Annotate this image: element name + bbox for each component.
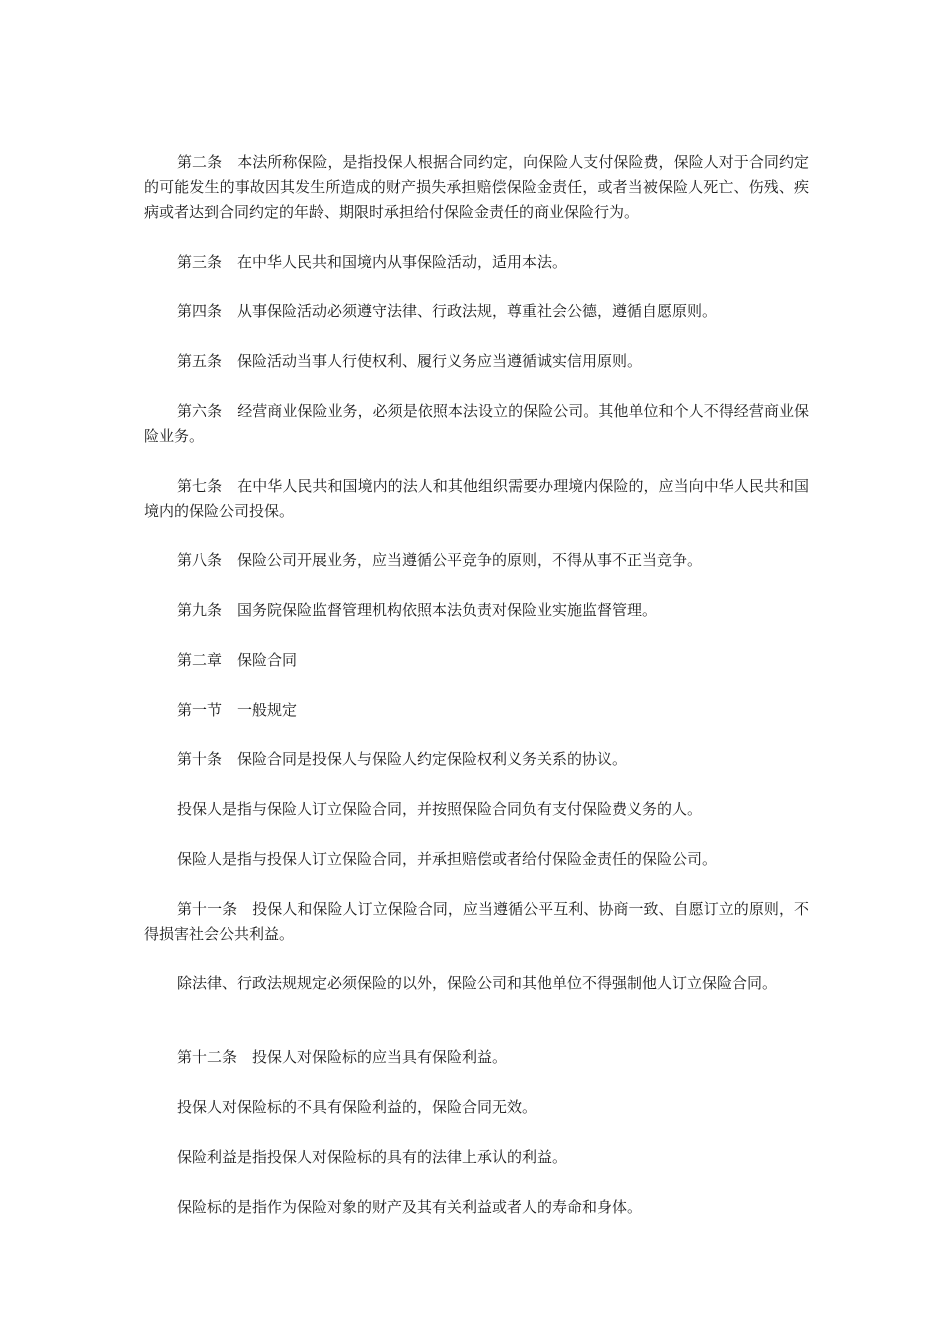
article-5-paragraph: 第五条 保险活动当事人行使权利、履行义务应当遵循诚实信用原则。 xyxy=(177,352,643,370)
article-12-paragraph: 第十二条 投保人对保险标的应当具有保险利益。 xyxy=(177,1048,508,1066)
no-insurable-interest-paragraph: 投保人对保险标的不具有保险利益的，保险合同无效。 xyxy=(177,1098,538,1116)
compulsory-insurance-paragraph: 除法律、行政法规规定必须保险的以外，保险公司和其他单位不得强制他人订立保险合同。 xyxy=(177,974,778,992)
article-7-paragraph: 第七条 在中华人民共和国境内的法人和其他组织需要办理境内保险的，应当向中华人民共和国境内的保险公司投保。 xyxy=(144,477,809,520)
article-8-paragraph: 第八条 保险公司开展业务，应当遵循公平竞争的原则，不得从事不正当竞争。 xyxy=(177,551,703,569)
insurer-definition-paragraph: 保险人是指与投保人订立保险合同，并承担赔偿或者给付保险金责任的保险公司。 xyxy=(177,850,718,868)
subject-matter-definition-paragraph: 保险标的是指作为保险对象的财产及其有关利益或者人的寿命和身体。 xyxy=(177,1198,643,1216)
policyholder-definition-paragraph: 投保人是指与保险人订立保险合同，并按照保险合同负有支付保险费义务的人。 xyxy=(177,800,703,818)
chapter-2-heading: 第二章 保险合同 xyxy=(177,651,298,669)
article-3-paragraph: 第三条 在中华人民共和国境内从事保险活动，适用本法。 xyxy=(177,253,568,271)
article-9-paragraph: 第九条 国务院保险监督管理机构依照本法负责对保险业实施监督管理。 xyxy=(177,601,658,619)
article-6-paragraph: 第六条 经营商业保险业务，必须是依照本法设立的保险公司。其他单位和个人不得经营商业保险业务。 xyxy=(144,402,809,445)
insurable-interest-definition-paragraph: 保险利益是指投保人对保险标的具有的法律上承认的利益。 xyxy=(177,1148,568,1166)
article-2-paragraph: 第二条 本法所称保险，是指投保人根据合同约定，向保险人支付保险费，保险人对于合同约定的可能发生的事故因其发生所造成的财产损失承担赔偿保险金责任，或者当被保险人死亡、伤残、疾病或者达到合同约定的年龄、期限时承担给付保险金责任的商业保险行为。 xyxy=(144,153,809,221)
section-1-heading: 第一节 一般规定 xyxy=(177,701,298,719)
article-4-paragraph: 第四条 从事保险活动必须遵守法律、行政法规，尊重社会公德，遵循自愿原则。 xyxy=(177,302,718,320)
article-10-paragraph: 第十条 保险合同是投保人与保险人约定保险权利义务关系的协议。 xyxy=(177,750,628,768)
article-11-paragraph: 第十一条 投保人和保险人订立保险合同，应当遵循公平互利、协商一致、自愿订立的原则，不得损害社会公共利益。 xyxy=(144,900,809,943)
